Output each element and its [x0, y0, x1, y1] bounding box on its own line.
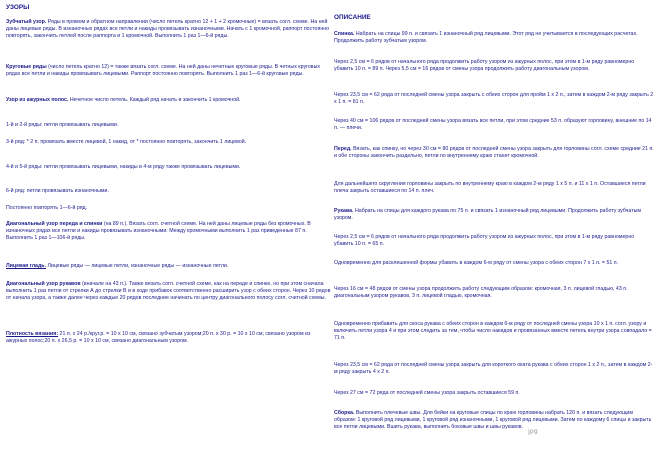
row-6-paragraph: 6-й ряд: петли провязывать изнаночными. [6, 188, 109, 194]
row-3-paragraph: 3-й ряд: * 2 п. провязать вместе лицевой, 1 накид, от * постоянно повторять, закончить 1 лицевой. [6, 139, 247, 145]
assembly-label: Сборка. [334, 410, 355, 416]
front-label: Перед. [334, 146, 352, 152]
round-rows-text: (число петель кратно 12) = также вязать согл. схеме. На ней даны нечетные круговые ряды. В четных круговых рядах все петли и накиды провязывать лицевыми. Раппорт постоянно повторять. Выполнить 1 раз 1—6-й круговые ряды. [6, 64, 320, 77]
sleeves-pattern-paragraph: Через 16 см = 48 рядов от смены узора продолжить работу следующим образом: кромочная, 3 п. лицевой гладью, 43 п. диагональным узором рукавов, 3 п. лицевой гладью, кромочная. [334, 286, 628, 299]
front-text: Вязать, как спинку, но через 30 см = 80 рядов от последней смены узора закрыть для горловины согл. схеме средние 21 п. и обе стороны закончить раздельно, петли по внутреннему краю станет кромочной. [334, 146, 654, 159]
front-paragraph [334, 146, 654, 160]
repeat-rows-paragraph: Постоянно повторять 1—6-й ряд. [6, 205, 88, 211]
gauge-text: 21 п. х 24 р./круг.р. = 10 х 10 см, связано зубчатым узором;20 п. х 30 р. = 10 х 10 см, связано узором из ажурных полос;20 п. х 26,5 р. = 10 х 10 см, связано диагональным узором. [6, 331, 311, 344]
sleeves-openwork-paragraph: Через 2,5 см = 6 рядов от начального ряда продолжить работу узором из ажурных полос, при этом в 1-м ряду равномерно убавить 10 п. = 65 п. [334, 234, 635, 247]
back-paragraph [334, 31, 654, 45]
gauge-label: Плотность вязания: [6, 331, 59, 337]
stockinette-label: Лицевая гладь. [6, 263, 46, 269]
diagonal-front-back-label: Диагональный узор переда и спинки [6, 221, 103, 227]
rows-4-5-paragraph: 4-й и 5-й ряды: петли провязывать лицевыми, накиды в 4-м ряду также провязывать лицевыми. [6, 164, 241, 170]
openwork-stripes-label: Узор из ажурных полос. [6, 97, 69, 103]
back-label: Спинка. [334, 31, 355, 37]
rows-1-2-paragraph: 1-й и 2-й ряды: петли провязывать лицевыми. [6, 122, 119, 128]
patterns-title: УЗОРЫ [6, 4, 30, 11]
stockinette-text: Лицевые ряды — лицевые петли, изнаночные ряды — изнаночные петли. [47, 263, 229, 269]
diagonal-front-back-paragraph [6, 221, 332, 242]
openwork-stripes-paragraph [6, 97, 241, 104]
watermark: jpg [527, 427, 538, 436]
sleeves-flare-paragraph: Одновременно для расклешенной формы убавить в каждом 6-м ряду от смены узора с обеих сторон 7 х 1 п. = 51 п. [334, 260, 619, 266]
openwork-stripes-text: Нечетное число петель. Каждый ряд начать и закончить 1 кромочной. [69, 97, 241, 103]
toothed-pattern-label: Зубчатый узор. [6, 19, 47, 25]
sleeves-paragraph [334, 208, 654, 222]
back-text: Набрать на спицы 99 п. и связать 1 изнаночный ряд лицевыми. Этот ряд не учитывается в последующих расчетах. Продолжить работу зубчатым узором. [334, 31, 638, 44]
stockinette-paragraph [6, 263, 228, 270]
back-openwork-paragraph: Через 2,5 см = 6 рядов от начального ряда продолжить работу узором из ажурных полос, при этом в 1-м ряду равномерно убавить 10 п. = 89 п. Через 5,5 см = 16 рядов от смены узора продолжить работу диагональным узором. [334, 59, 635, 72]
neckline-paragraph: Для дальнейшего скругления горловины закрыть по внутреннему краю в каждом 2-м ряду 1 х 5 п. и 11 х 1 п. Оставшиеся петли плеча закрыть оставшиеся по 14 п. плеч. [334, 181, 646, 194]
sleeves-text: Набрать на спицы для каждого рукава по 75 п. и связать 1 изнаночный ряд лицевыми. Продолжить работу зубчатым узором. [334, 208, 641, 221]
sleeves-increase-paragraph: Одновременно прибавить для скоса рукава с обеих сторон в каждом 6-м ряду от последней смены узора 10 х 1 п. согл. узору и включить петли узора 4 и при этом следить за тем, чтобы число накидов и провязанных вместе петель внутри узора совпадало = 71 п. [334, 321, 652, 341]
gauge-paragraph [6, 331, 332, 345]
diagonal-sleeves-paragraph [6, 281, 332, 302]
sleeves-label: Рукава. [334, 208, 354, 214]
assembly-paragraph [334, 410, 654, 431]
round-rows-label: Круговые ряды [6, 64, 47, 70]
assembly-text: Выполнить плечевые швы. Для бейки на круговые спицы по краю горловины набрать 120 п. и вязать следующим образом: 1 круговой ряд лицевыми, 1 круговой ряд изнаночными, 1 круговой ряд лицевыми. Затем по каждому 6 спицы и закрыть все петли лицевыми. Вшить рукава, выполнить боковые швы и швы рукавов. [334, 410, 652, 430]
diagonal-sleeves-label: Диагональный узор рукавов [6, 281, 81, 287]
round-rows-paragraph [6, 64, 332, 78]
toothed-pattern-text: Ряды в прямом и обратном направлении (число петель кратно 12 + 1 + 2 кромочные) = вязать согл. схеме. На ней даны лицевые ряды. В изнаночных рядах все петли и накиды провязывать изнаночными. Начать с 1 кромочной, раппорт постоянно повторять, закончить петлей после раппорта и 1 кромочной. Выполнить 1 раз 1—6-й ряды. [6, 19, 330, 39]
back-armholes-paragraph: Через 23,5 см = 62 ряда от последней смены узора закрыть с обеих сторон для пройм 1 х 2 п., затем в каждом 2-м ряду закрыть 2 х 1 п. = 81 п. [334, 92, 654, 105]
diagonal-sleeves-text: (вначале на 43 п.). Также вязать согл. счетной схеме, как на переде и спинке, но при этом сначала выполнить 1 раз петли от стрелки А до стрелки В и в ходе прибавок соответственно расширить узор с обеих сторон. Через 10 рядов от начала узора, а также далее через каждые 20 рядов последние начинать по центру диагонального полосу согл. счетной схемы. [6, 281, 331, 301]
sleeve-bindoff-paragraph: Через 27 см = 72 ряда от последней смены узора закрыть оставшиеся 59 п. [334, 390, 520, 396]
toothed-pattern-paragraph [6, 19, 332, 40]
description-title: ОПИСАНИЕ [334, 14, 371, 21]
diagonal-front-back-text: (на 89 п.). Вязать согл. счетной схеме. На ней даны лицевые ряды без кромочных. В изнаночных рядах все петли и накиды провязывать изнаночными. Между кромочными выполнить 1 раз приведенные 87 п. Выполнить 1 раз 1—106-й ряды. [6, 221, 311, 241]
sleeve-cap-paragraph: Через 23,5 см = 62 ряда от последней смены узора закрыть для короткого оката рукава с обеих сторон 1 х 2 п., затем в каждом 2-м ряду закрыть 4 х 2 п. [334, 362, 653, 375]
back-shoulders-paragraph: Через 40 см = 106 рядов от последней смены узора вязать все петли, при этом средние 53 п. образуют горловину, внешние по 14 п. — плечи. [334, 118, 652, 131]
